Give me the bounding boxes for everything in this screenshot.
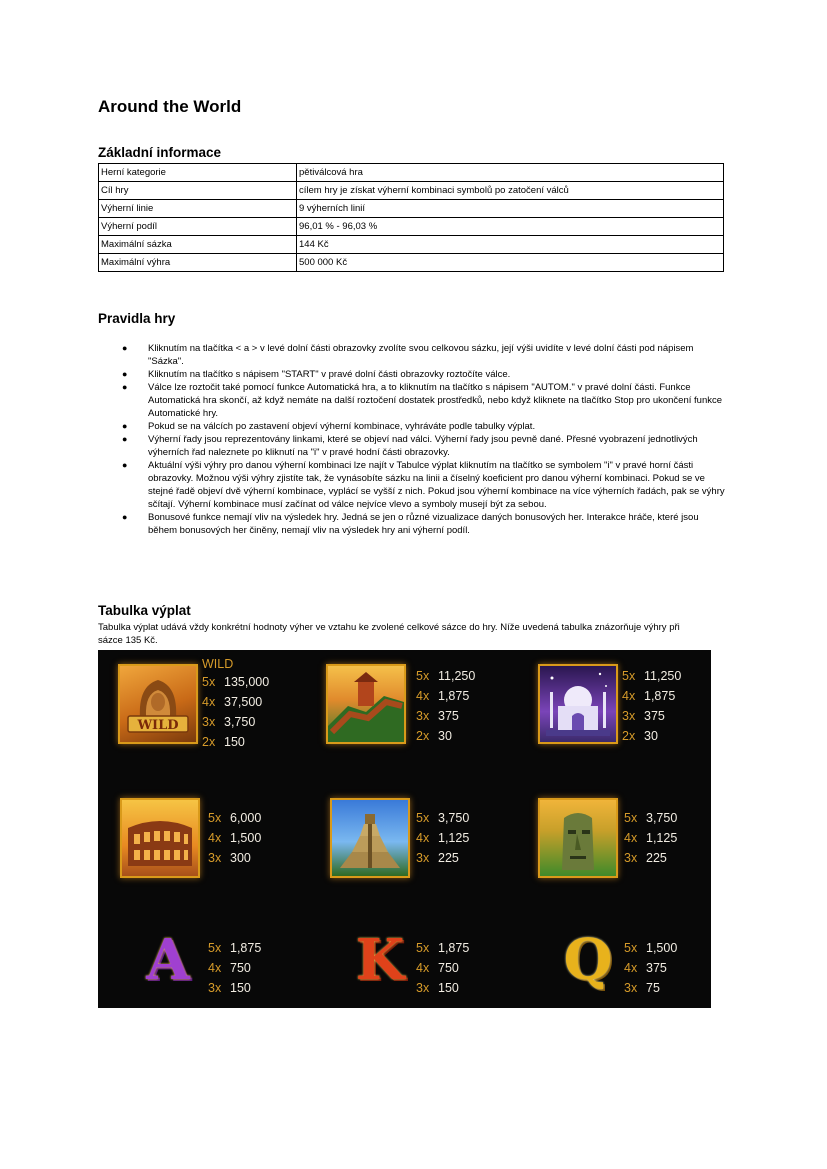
payout: 750 <box>438 961 459 975</box>
section-heading-rules: Pravidla hry <box>98 311 176 326</box>
rule-text: Kliknutím na tlačítka < a > v levé dolní části obrazovky zvolíte svou celkovou sázku, její výši uvidíte v levé dolní části pod nápisem "Sázka". <box>148 343 694 367</box>
payout: 3,750 <box>646 811 678 825</box>
rule-text: Bonusové funkce nemají vliv na výsledek hry. Jedná se jen o různé vizualizace daných bonusových her. Interakce hráče, které jsou během bonusových her činěny, nemají vliv na výsledek hry ani výherní podíl. <box>148 512 699 536</box>
payout: 3,750 <box>438 811 470 825</box>
payout: 30 <box>644 729 658 743</box>
payout: 1,875 <box>644 689 676 703</box>
bullet-icon: ● <box>122 434 128 444</box>
payout: 375 <box>438 709 459 723</box>
section-heading-paytable: Tabulka výplat <box>98 603 191 618</box>
paytable-entry-a <box>208 938 261 998</box>
rule-text: Aktuální výši výhry pro danou výherní kombinaci lze najít v Tabulce výplat kliknutím na tlačítko se symbolem "i" v pravé horní části obrazovky. Možnou výši výhry zjistíte tak, že vynásobíte sázku na linii a číselný koeficient pro danou výherní kombinaci. Pokud se ve stejné řadě objeví dvě výherní kombinace, vyplácí se vyšší z nich. Pokud jsou výherní kombinace na více výherních řadách, pak se výhry sčítají. Výherní kombinace musí začínat od válce nejvíce vlevo a symboly musejí být za sebou. <box>148 460 725 510</box>
paytable-entry-sphinx <box>202 656 269 752</box>
bullet-icon: ● <box>122 382 128 392</box>
colosseum-symbol-icon <box>120 798 200 878</box>
table-cell-value: 500 000 Kč <box>297 254 724 272</box>
letter-q-icon: Q <box>563 927 613 993</box>
paytable-intro: Tabulka výplat udává vždy konkrétní hodnoty výher ve vztahu ke zvolené celkové sázce do hry. Níže uvedená tabulka znázorňuje výhry při sázce 135 Kč. <box>98 622 680 646</box>
payout: 1,125 <box>438 831 470 845</box>
table-cell-value: 144 Kč <box>297 236 724 254</box>
payout: 150 <box>224 735 245 749</box>
payout: 3,750 <box>224 715 256 729</box>
table-row <box>99 218 724 236</box>
payout: 11,250 <box>438 669 476 683</box>
mayan-pyramid-symbol-icon <box>330 798 410 878</box>
taj-mahal-icon <box>540 666 616 742</box>
table-cell-key: Maximální sázka <box>99 236 297 254</box>
multiplier: 3x <box>622 709 636 723</box>
multiplier: 5x <box>416 941 430 955</box>
payout: 375 <box>644 709 665 723</box>
basic-info-table <box>98 163 724 272</box>
table-cell-key: Herní kategorie <box>99 164 297 182</box>
multiplier: 3x <box>208 981 222 995</box>
list-item <box>122 433 727 459</box>
table-row <box>99 254 724 272</box>
list-item <box>122 459 727 511</box>
paytable-image <box>98 650 711 1008</box>
payout: 750 <box>230 961 251 975</box>
table-row <box>99 236 724 254</box>
payout: 1,875 <box>438 689 470 703</box>
multiplier: 3x <box>624 851 638 865</box>
multiplier: 5x <box>202 675 216 689</box>
multiplier: 5x <box>208 941 222 955</box>
table-cell-value: 96,01 % - 96,03 % <box>297 218 724 236</box>
pyramid-icon <box>332 800 408 876</box>
paytable-entry-colosseum <box>208 808 261 868</box>
page-title: Around the World <box>98 97 242 116</box>
bullet-icon: ● <box>122 421 128 431</box>
multiplier: 5x <box>624 811 638 825</box>
multiplier: 3x <box>208 851 222 865</box>
multiplier: 5x <box>622 669 636 683</box>
list-item <box>122 381 727 420</box>
payout: 150 <box>230 981 251 995</box>
great-wall-symbol-icon <box>326 664 406 744</box>
sphinx-icon <box>120 666 196 742</box>
bullet-icon: ● <box>122 369 128 379</box>
letter-k-icon: K <box>355 927 405 993</box>
multiplier: 3x <box>416 709 430 723</box>
paytable-entry-q <box>624 938 677 998</box>
table-cell-key: Výherní linie <box>99 200 297 218</box>
payout: 1,500 <box>230 831 262 845</box>
rule-text: Válce lze roztočit také pomocí funkce Automatická hra, a to kliknutím na tlačítko s nápisem "AUTOM." v pravé dolní části. Funkce Automatická hra skončí, až když nemáte na další roztočení dostatek prostředků, nebo když kliknete na tlačítko Stop pro ukončení funkce Automatické hry. <box>148 382 723 419</box>
multiplier: 3x <box>416 981 430 995</box>
multiplier: 4x <box>202 695 216 709</box>
multiplier: 5x <box>624 941 638 955</box>
rules-list <box>122 342 727 537</box>
payout: 11,250 <box>644 669 682 683</box>
colosseum-icon <box>122 800 198 876</box>
rule-text: Pokud se na válcích po zastavení objeví výherní kombinace, vyhráváte podle tabulky výplat. <box>148 421 536 432</box>
payout: 150 <box>438 981 459 995</box>
rule-text: Kliknutím na tlačítko s nápisem "START" v pravé dolní části obrazovky roztočíte válce. <box>148 369 511 380</box>
moai-symbol-icon <box>538 798 618 878</box>
payout: 37,500 <box>224 695 263 709</box>
moai-icon <box>540 800 616 876</box>
paytable-entry-great-wall <box>416 666 475 746</box>
multiplier: 5x <box>416 811 430 825</box>
payout: 30 <box>438 729 452 743</box>
multiplier: 2x <box>202 735 216 749</box>
paytable-entry-moai <box>624 808 677 868</box>
payout: 1,125 <box>646 831 678 845</box>
multiplier: 5x <box>208 811 222 825</box>
multiplier: 4x <box>416 831 430 845</box>
paytable-entry-k <box>416 938 469 998</box>
table-row <box>99 200 724 218</box>
multiplier: 4x <box>416 961 430 975</box>
multiplier: 5x <box>416 669 430 683</box>
payout: 225 <box>438 851 459 865</box>
multiplier: 3x <box>202 715 216 729</box>
paytable-entry-taj-mahal <box>622 666 681 746</box>
section-heading-basic-info: Základní informace <box>98 145 222 160</box>
multiplier: 2x <box>622 729 636 743</box>
bullet-icon: ● <box>122 512 128 522</box>
multiplier: 4x <box>624 831 638 845</box>
payout: 375 <box>646 961 667 975</box>
sphinx-wild-symbol-icon <box>118 664 198 744</box>
bullet-icon: ● <box>122 343 128 353</box>
multiplier: 4x <box>416 689 430 703</box>
multiplier: 4x <box>622 689 636 703</box>
great-wall-icon <box>328 666 404 742</box>
payout: 135,000 <box>224 675 270 689</box>
payout: 1,500 <box>646 941 678 955</box>
payout: 1,875 <box>438 941 470 955</box>
multiplier: 4x <box>208 831 222 845</box>
list-item <box>122 342 727 368</box>
multiplier: 4x <box>624 961 638 975</box>
taj-mahal-symbol-icon <box>538 664 618 744</box>
table-cell-key: Cíl hry <box>99 182 297 200</box>
payout: 6,000 <box>230 811 262 825</box>
list-item <box>122 511 727 537</box>
multiplier: 3x <box>624 981 638 995</box>
wild-label: WILD <box>202 657 234 671</box>
payout: 300 <box>230 851 251 865</box>
list-item <box>122 368 727 381</box>
table-cell-value: pětiválcová hra <box>297 164 724 182</box>
payout: 75 <box>646 981 660 995</box>
bullet-icon: ● <box>122 460 128 470</box>
rule-text: Výherní řady jsou reprezentovány linkami, které se objeví nad válci. Výherní řady jsou pevně dané. Přesné vyobrazení jednotlivých výherních řad naleznete po kliknutí na "i" v pravé hodní části obrazovky. <box>148 434 698 458</box>
table-cell-key: Maximální výhra <box>99 254 297 272</box>
table-cell-value: cílem hry je získat výherní kombinaci symbolů po zatočení válců <box>297 182 724 200</box>
payout: 225 <box>646 851 667 865</box>
letter-a-icon: A <box>146 927 190 993</box>
multiplier: 4x <box>208 961 222 975</box>
table-cell-key: Výherní podíl <box>99 218 297 236</box>
table-row <box>99 164 724 182</box>
payout: 1,875 <box>230 941 262 955</box>
multiplier: 2x <box>416 729 430 743</box>
list-item <box>122 420 727 433</box>
table-row <box>99 182 724 200</box>
paytable-entry-pyramid <box>416 808 469 868</box>
wild-icon-text: WILD <box>137 718 179 733</box>
multiplier: 3x <box>416 851 430 865</box>
table-cell-value: 9 výherních linií <box>297 200 724 218</box>
